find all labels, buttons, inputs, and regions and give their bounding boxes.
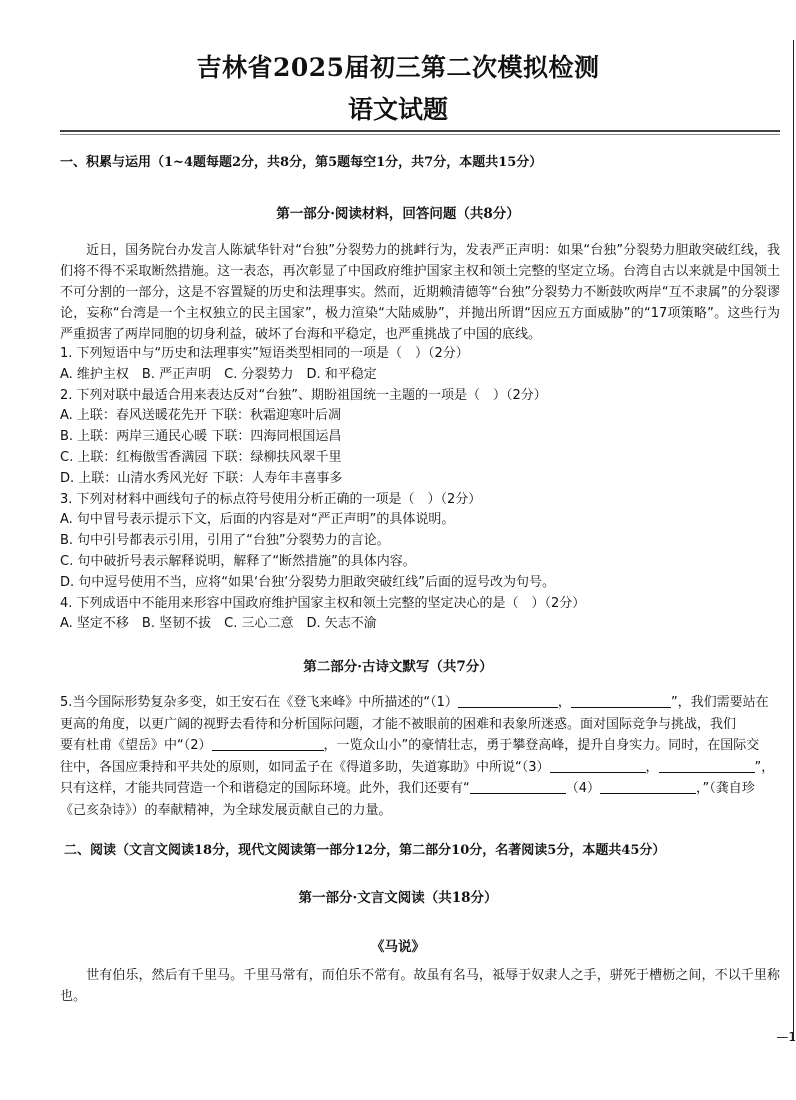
- exam-subtitle: 语文试题: [347, 95, 448, 124]
- q5-line1-sep: ，: [557, 695, 571, 710]
- q5-line2: 更高的角度，以更广阔的视野去看待和分析国际问题，才能不被眼前的困难和表象所迷惑。面对国际竞争与挑战，我们: [60, 716, 737, 732]
- q2-stem: 2. 下列对联中最适合用来表达反对“台独”、期盼祖国统一主题的一项是（ ）（2分）: [60, 387, 547, 403]
- q5-blank-2[interactable]: [212, 736, 324, 751]
- q5-line4-text: 往中，各国应秉持和平共处的原则，如同孟子在《得道多助，失道寡助》中所说“（3）: [60, 759, 550, 775]
- q2-option-b: B. 上联：两岸三通民心暖 下联：四海同根国运昌: [60, 429, 342, 445]
- title-divider: [60, 130, 780, 132]
- q5-blank-3b[interactable]: [659, 758, 755, 773]
- q5-blank-1a[interactable]: [458, 693, 558, 708]
- page-number: —1: [776, 1030, 796, 1044]
- classical-text-title: 《马说》: [371, 939, 425, 955]
- q5-blank-4b[interactable]: [600, 779, 696, 794]
- questions-1-4: [60, 344, 585, 635]
- classical-text-body: 世有伯乐，然后有千里马。千里马常有，而伯乐不常有。故虽有名马，祗辱于奴隶人之手，骈死于槽枥之间，不以千里称也。: [60, 968, 780, 1004]
- q2-option-c: C. 上联：红梅傲雪香满园 下联：绿柳扶风翠千里: [60, 449, 342, 465]
- q5-fill-in: [60, 692, 782, 821]
- q3-option-a: A. 句中冒号表示提示下文，后面的内容是对“严正声明”的具体说明。: [60, 512, 455, 528]
- q4-options: A. 坚定不移 B. 坚韧不拔 C. 三心二意 D. 矢志不渝: [60, 616, 377, 632]
- classical-text: [60, 965, 780, 1007]
- q4-stem: 4. 下列成语中不能用来形容中国政府维护国家主权和领土完整的坚定决心的是（ ）（2分）: [60, 595, 586, 611]
- q5-line3-text: 要有杜甫《望岳》中“（2）: [60, 738, 212, 753]
- reading-passage: [60, 240, 780, 345]
- q5-line5-end: ，”（龚自珍: [696, 781, 755, 796]
- reading-passage-text: 近日，国务院台办发言人陈斌华针对“台独”分裂势力的挑衅行为，发表严正声明：如果“台独”分裂势力胆敢突破红线，我们将不得不采取断然措施。这一表态，再次彰显了中国政府维护国家主权和领土完整的坚定立场。台湾自古以来就是中国领土不可分割的一部分，这是不容置疑的历史和法理事实。然而，近期赖清德等“台独”分裂势力不断鼓吹两岸“互不隶属”的分裂谬论，妄称“台湾是一个主权独立的民主国家”，极力渲染“大陆威胁”，并抛出所谓“因应五方面威胁”的“17项策略”。这些行为严重损害了两岸同胞的切身利益，破坏了台海和平稳定，也严重挑战了中国的底线。: [60, 243, 780, 342]
- q5-line4-end: ”，: [754, 759, 775, 775]
- q1-options: A. 维护主权 B. 严正声明 C. 分裂势力 D. 和平稳定: [60, 366, 377, 382]
- q2-option-d: D. 上联：山清水秀风光好 下联：人寿年丰喜事多: [60, 470, 343, 486]
- q5-line6: 《己亥杂诗》）的奉献精神，为全球发展贡献自己的力量。: [60, 802, 392, 818]
- q3-option-b: B. 句中引号都表示引用，引用了“台独”分裂势力的言论。: [60, 533, 390, 549]
- title-divider-thin: [60, 134, 780, 135]
- q5-blank-1b[interactable]: [571, 693, 671, 708]
- q5-line5-text: 只有这样，才能共同营造一个和谐稳定的国际环境。此外，我们还要有“: [60, 781, 470, 796]
- q5-line3-end: ，一览众山小”的豪情壮志，勇于攀登高峰，提升自身实力。同时，在国际交: [323, 738, 760, 753]
- exam-title: 吉林省2025届初三第二次模拟检测: [196, 53, 600, 82]
- section1-part2-heading: 第二部分·古诗文默写（共7分）: [303, 659, 493, 675]
- section1-heading: 一、积累与运用（1~4题每题2分，共8分，第5题每空1分，共7分，本题共15分）: [60, 155, 543, 170]
- q5-line1-text: 5.当今国际形势复杂多变，如王安石在《登飞来峰》中所描述的“（1）: [60, 695, 458, 710]
- q5-line4-sep: ，: [645, 759, 659, 775]
- q5-blank-3a[interactable]: [550, 758, 646, 773]
- q2-option-a: A. 上联：春风送暖花先开 下联：秋霜迎寒叶后凋: [60, 408, 342, 424]
- section2-heading: 二、阅读（文言文阅读18分，现代文阅读第一部分12分，第二部分10分，名著阅读5分，本题共45分）: [64, 843, 666, 858]
- q5-line5-label: （4）: [565, 781, 601, 796]
- section2-part1-heading: 第一部分·文言文阅读（共18分）: [298, 890, 498, 906]
- q5-line1-end: ”，我们需要站在: [670, 695, 769, 710]
- q5-blank-4a[interactable]: [470, 779, 566, 794]
- q3-stem: 3. 下列对材料中画线句子的标点符号使用分析正确的一项是（ ）（2分）: [60, 491, 482, 507]
- q1-stem: 1. 下列短语中与“历史和法理事实”短语类型相同的一项是（ ）（2分）: [60, 346, 469, 361]
- q3-option-c: C. 句中破折号表示解释说明，解释了“断然措施”的具体内容。: [60, 553, 416, 569]
- section1-part1-heading: 第一部分·阅读材料，回答问题（共8分）: [276, 206, 520, 222]
- q3-option-d: D. 句中逗号使用不当，应将“如果‘台独’分裂势力胆敢突破红线”后面的逗号改为句号。: [60, 574, 556, 590]
